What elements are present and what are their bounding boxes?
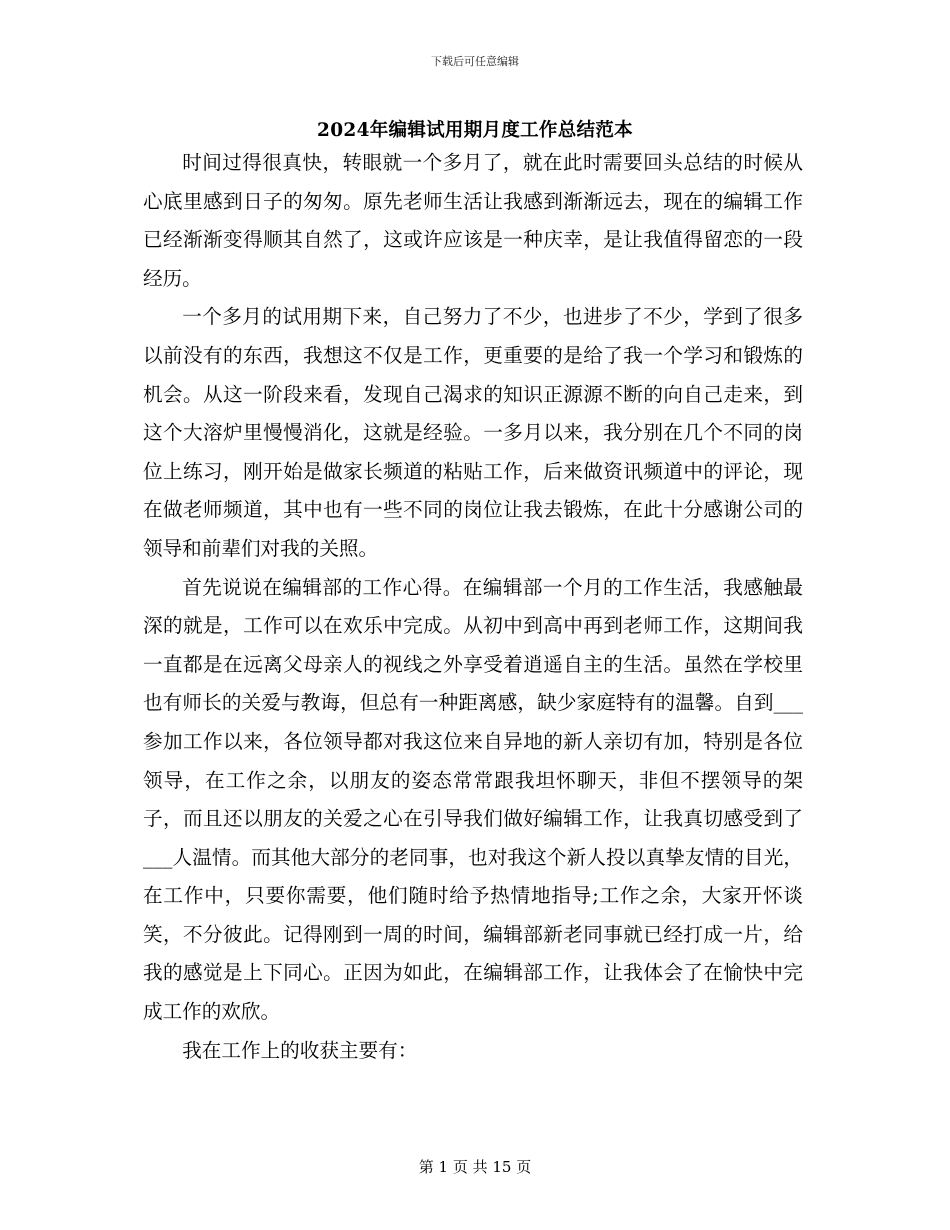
paragraph-2: 一个多月的试用期下来，自己努力了不少，也进步了不少，学到了很多以前没有的东西，我想这不仅是工作，更重要的是给了我一个学习和锻炼的机会。从这一阶段来看，发现自己渴求的知识正源源不断的向自己走来，到这个大溶炉里慢慢消化，这就是经验。一多月以来，我分别在几个不同的岗位上练习，刚开始是做家长频道的粘贴工作，后来做资讯频道中的评论，现在做老师频道，其中也有一些不同的岗位让我去锻炼，在此十分感谢公司的领导和前辈们对我的关照。 — [143, 305, 803, 560]
page-header-note: 下载后可任意编辑 — [431, 55, 519, 68]
page-number-footer: 第 1 页 共 15 页 — [418, 1158, 532, 1176]
paragraph-3: 首先说说在编辑部的工作心得。在编辑部一个月的工作生活，我感触最深的就是，工作可以在欢乐中完成。从初中到高中再到老师工作，这期间我一直都是在远离父母亲人的视线之外享受着逍遥自主的生活。虽然在学校里也有师长的关爱与教诲，但总有一种距离感，缺少家庭特有的温馨。自到___参加工作以来，各位领导都对我这位来自异地的新人亲切有加，特别是各位领导，在工作之余，以朋友的姿态常常跟我坦怀聊天，非但不摆领导的架子，而且还以朋友的关爱之心在引导我们做好编辑工作，让我真切感受到了___人温情。而其他大部分的老同事，也对我这个新人投以真挚友情的目光，在工作中，只要你需要，他们随时给予热情地指导;工作之余，大家开怀谈笑，不分彼此。记得刚到一周的时间，编辑部新老同事就已经打成一片，给我的感觉是上下同心。正因为如此，在编辑部工作，让我体会了在愉快中完成工作的欢欣。 — [143, 575, 803, 1024]
document-title: 2024年编辑试用期月度工作总结范本 — [317, 120, 633, 141]
paragraph-1: 时间过得很真快，转眼就一个多月了，就在此时需要回头总结的时候从心底里感到日子的匆匆。原先老师生活让我感到渐渐远去，现在的编辑工作已经渐渐变得顺其自然了，这或许应该是一种庆幸，是让我值得留恋的一段经历。 — [143, 151, 803, 290]
document-body — [143, 144, 803, 1070]
paragraph-4: 我在工作上的收获主要有： — [182, 1038, 418, 1062]
